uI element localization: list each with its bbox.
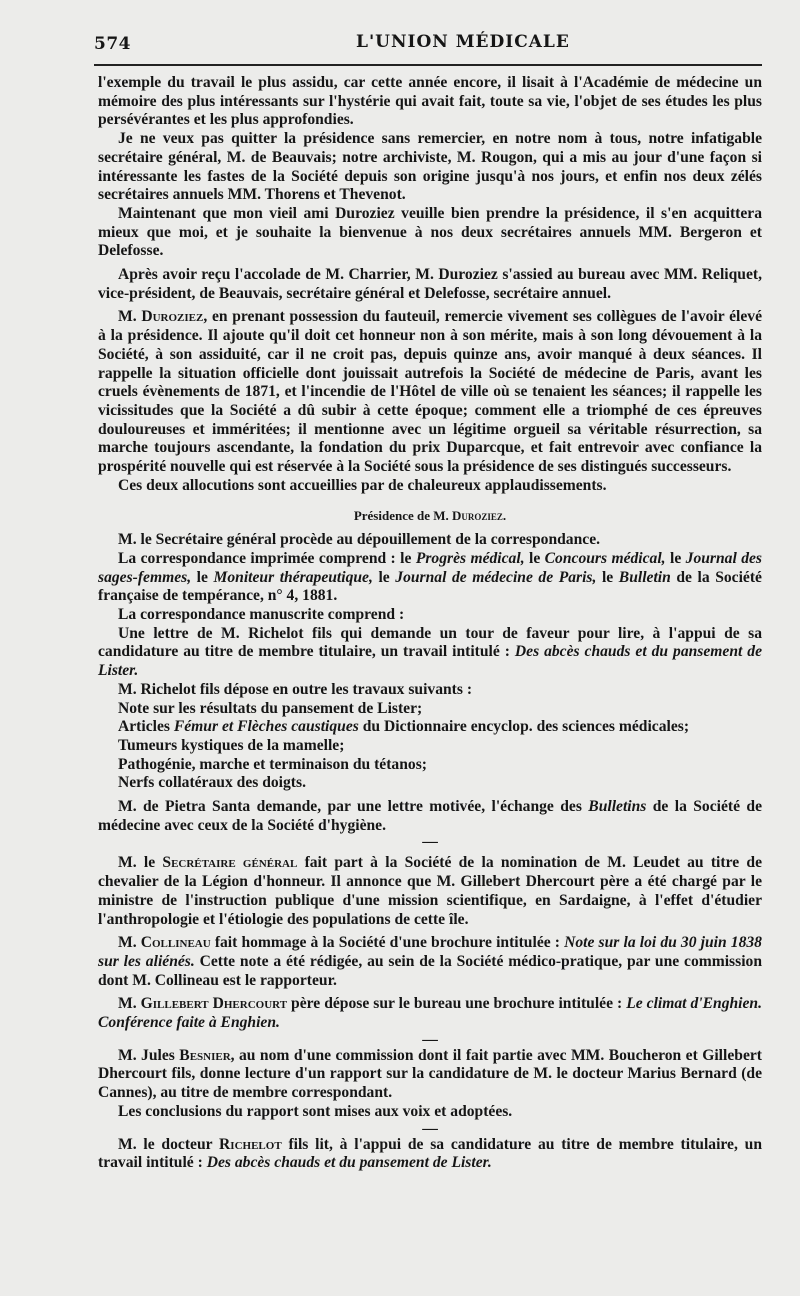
- page-header: [94, 30, 760, 60]
- separator-dash: —: [422, 1119, 438, 1137]
- page-number: 574: [94, 34, 131, 54]
- list-item: Nerfs collatéraux des doigts.: [118, 774, 306, 792]
- paragraph: M. Gillebert Dhercourt père dépose sur le bureau une brochure intitulée : Le climat d'Enghien. Conférence faite à Enghien.: [98, 995, 763, 1032]
- paragraph-text: en prenant possession du fauteuil, remercie vivement ses collègues de l'avoir élevé à la présidence. Il ajoute qu'il doit cet honneur non à son mérite, mais à son long dévouement à la Société, à son assiduité, car il ne croit pas, depuis quinze ans, avoir manqué à deux séances. Il rappelle la situation officielle dont jouissait autrefois la Société de médecine de Paris, avant les cruels évènements de 1871, et l'incendie de l'Hôtel de ville où se tenaient les séances; il rappelle les vicissitudes que la Société a dû subir à cette époque; comment elle a triomphé de ces épreuves douloureuses et imméritées; il mentionne avec un légitime orgueil sa véritable résurrection, sa marche toujours ascendante, la fondation du prix Duparcque, et fait entrevoir avec confiance la prospérité nouvelle qui est réservée à la Société sous la présidence de ses distingués successeurs.: [98, 308, 762, 476]
- paragraph: M. Jules Besnier, au nom d'une commission dont il fait partie avec MM. Boucheron et Gillebert Dhercourt fils, donne lecture d'un rapport sur la candidature de M. le docteur Marius Bernard (de Cannes), au titre de membre correspondant.: [98, 1046, 762, 1102]
- paragraph: [98, 308, 762, 476]
- running-head: L'UNION MÉDICALE: [356, 32, 570, 52]
- list-item: Pathogénie, marche et terminaison du tétanos;: [118, 755, 427, 773]
- list-item: Note sur les résultats du pansement de Lister;: [118, 699, 423, 717]
- paragraph: M. le Secrétaire général fait part à la Société de la nomination de M. Leudet au titre de chevalier de la Légion d'honneur. Il annonce que M. Gillebert Dhercourt père a été chargé par le ministre de l'instruction publique d'une mission scientifique, en Sardaigne, à l'effet d'étudier l'anthropologie et l'étiologie des populations de cette île.: [98, 854, 762, 928]
- paragraph: M. Collineau fait hommage à la Société d'une brochure intitulée : Note sur la loi du 30 juin 1838 sur les aliénés. Cette note a été rédigée, au sein de la Société médico-pratique, par une commission dont M. Collineau est le rapporteur.: [98, 934, 762, 989]
- header-rule: [94, 64, 762, 66]
- body-text: [98, 74, 762, 1173]
- paragraph: Je ne veux pas quitter la présidence sans remercier, en notre nom à tous, notre infatigable secrétaire général, M. de Beauvais; notre archiviste, M. Rougon, qui a mis au jour d'une façon si intéressante les fastes de la Société depuis son origine jusqu'à nos jours, et enfin nos deux zélés secrétaires annuels MM. Thorens et Thevenot.: [98, 130, 762, 204]
- paragraph: Une lettre de M. Richelot fils qui demande un tour de faveur pour lire, à l'appui de sa candidature au titre de membre titulaire, un travail intitulé : Des abcès chauds et du pansement de Lister.: [98, 624, 762, 680]
- paragraph: M. le Secrétaire général procède au dépouillement de la correspondance.: [118, 531, 601, 549]
- paragraph: l'exemple du travail le plus assidu, car cette année encore, il lisait à l'Académie de médecine un mémoire des plus intéressants sur l'hystérie qui avait fait, toute sa vie, l'objet de ses études les plus persévérantes et les plus approfondies.: [98, 74, 762, 129]
- speaker-name: M. Duroziez,: [118, 308, 208, 326]
- separator-dash: —: [422, 1030, 438, 1048]
- paragraph: Ces deux allocutions sont accueillies par de chaleureux applaudissements.: [118, 476, 607, 494]
- paragraph: Maintenant que mon vieil ami Duroziez veuille bien prendre la présidence, il s'en acquittera mieux que moi, et je souhaite la bienvenue à nos deux secrétaires annuels MM. Bergeron et Delefosse.: [98, 204, 762, 260]
- paragraph: M. le docteur Richelot fils lit, à l'appui de sa candidature au titre de membre titulaire, un travail intitulé : Des abcès chauds et du pansement de Lister.: [98, 1135, 762, 1172]
- separator-dash: —: [422, 833, 438, 851]
- works-list: [98, 700, 762, 794]
- list-item: Articles Fémur et Flèches caustiques du Dictionnaire encyclop. des sciences médicales;: [118, 718, 690, 736]
- paragraph: La correspondance imprimée comprend : le Progrès médical, le Concours médical, le Journal des sages-femmes, le Moniteur thérapeutique, le Journal de médecine de Paris, le Bulletin de la Société française de tempérance, n° 4, 1881.: [98, 549, 762, 605]
- paragraph: Les conclusions du rapport sont mises aux voix et adoptées.: [118, 1102, 513, 1120]
- paragraph: La correspondance manuscrite comprend :: [118, 605, 405, 623]
- list-item: Tumeurs kystiques de la mamelle;: [118, 736, 345, 754]
- paragraph: M. Richelot fils dépose en outre les travaux suivants :: [118, 680, 473, 698]
- paragraph: M. de Pietra Santa demande, par une lettre motivée, l'échange des Bulletins de la Société de médecine avec ceux de la Société d'hygiène.: [98, 798, 762, 834]
- paragraph: Après avoir reçu l'accolade de M. Charrier, M. Duroziez s'assied au bureau avec MM. Reliquet, vice-président, de Beauvais, secrétaire général et Delefosse, secrétaire annuel.: [98, 266, 762, 302]
- section-heading: Présidence de M. Duroziez.: [353, 508, 507, 524]
